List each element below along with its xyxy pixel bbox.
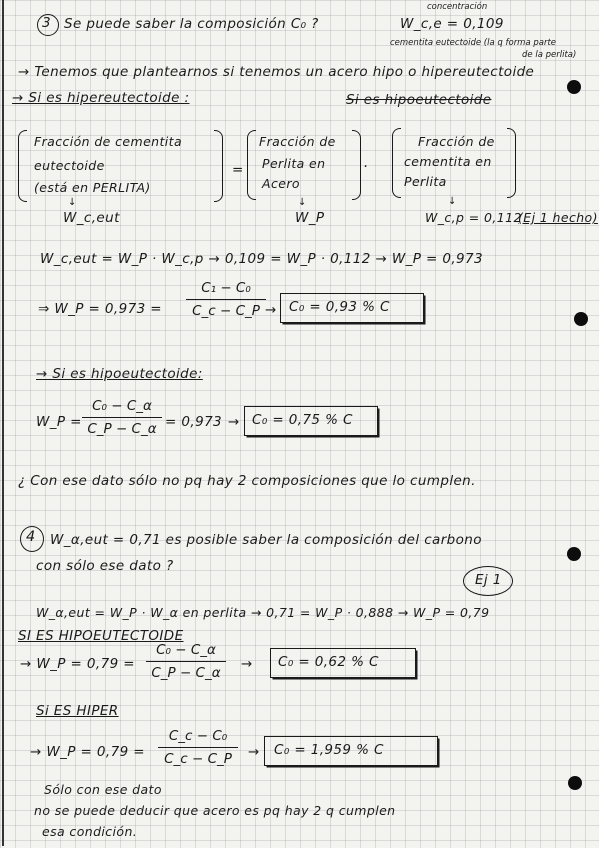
q4-hiper-result: C₀ = 1,959 % C	[274, 742, 384, 758]
arrow-right-icon: →	[265, 302, 277, 318]
paren-left-close	[214, 130, 223, 202]
label-wcp: W_c,p = 0,112	[425, 210, 522, 225]
paren-right-close	[507, 128, 516, 198]
q4-hipo-heading: SI ES HIPOEUTECTOIDE	[18, 628, 184, 644]
q3-note-line2: de la perlita)	[522, 50, 577, 60]
calc-hiper-prefix: ⇒ W_P = 0,973 =	[38, 301, 162, 317]
label-wp: W_P	[295, 210, 325, 226]
intro-line: → Tenemos que plantearnos si tenemos un acero hipo o hipereutectoide	[18, 64, 535, 80]
arrow-down-icon: ↓	[68, 197, 77, 208]
q4-line1: W_α,eut = 0,71 es posible saber la composición del carbono	[50, 532, 482, 548]
frac-perlita-line2: Perlita en	[262, 156, 326, 171]
result-hipo: C₀ = 0,75 % C	[252, 412, 353, 428]
paren-mid-open	[247, 130, 256, 200]
hipo-mid-value: = 0,973	[165, 414, 223, 430]
frac-cementita-line3: (está en PERLITA)	[34, 180, 151, 195]
hipo-denominator: C_P − C_α	[87, 421, 157, 437]
binder-hole	[568, 776, 582, 790]
binder-hole	[574, 312, 588, 326]
q4-line2: con sólo ese dato ?	[36, 558, 174, 574]
fraction-bar	[158, 747, 238, 748]
calc-hiper-denominator: C_c − C_P	[192, 303, 260, 319]
frac-perlita-line3: Acero	[262, 176, 300, 191]
hipo-heading: → Si es hipoeutectoide:	[36, 366, 203, 382]
calc-hiper-fraction	[186, 280, 266, 319]
frac-cem-perlita-line1: Fracción de	[418, 134, 495, 149]
q3-note-line1: cementita eutectoide (la q forma parte	[390, 38, 557, 48]
arrow-right-icon: →	[241, 656, 253, 672]
hipo-numerator: C₀ − C_α	[92, 398, 152, 414]
q3-given-value: W_c,e = 0,109	[400, 16, 504, 32]
hiper-heading: → Si es hipereutectoide :	[12, 90, 190, 106]
binder-hole	[567, 547, 581, 561]
q4-hipo-denominator: C_P − C_α	[151, 665, 221, 681]
q4-hipo-result: C₀ = 0,62 % C	[278, 654, 379, 670]
q4-number: 4	[26, 529, 36, 545]
q4-hiper-fraction	[158, 728, 238, 767]
paren-right-open	[392, 128, 401, 198]
frac-perlita-line1: Fracción de	[259, 134, 336, 149]
fraction-bar	[82, 417, 162, 418]
calc-hiper-numerator: C₁ − C₀	[201, 280, 251, 296]
hipo-fraction	[82, 398, 162, 437]
arrow-right-icon: →	[228, 414, 240, 430]
label-wc-eut: W_c,eut	[63, 210, 120, 226]
binder-hole	[567, 80, 581, 94]
frac-cem-perlita-line2: cementita en	[404, 154, 492, 169]
q3-question: Se puede saber la composición C₀ ?	[64, 16, 319, 32]
equals-sign: =	[232, 162, 244, 178]
arrow-down-icon: ↓	[298, 197, 307, 208]
calc-line-wp: W_c,eut = W_P · W_c,p → 0,109 = W_P · 0,112 → W_P = 0,973	[40, 251, 484, 267]
conclusion-q3: ¿ Con ese dato sólo no pq hay 2 composiciones que lo cumplen.	[18, 473, 476, 489]
closing-line3: esa condición.	[42, 824, 138, 839]
crossed-out-heading: Si es hipoeutectoide	[346, 92, 492, 108]
frac-cementita-line2: eutectoide	[34, 158, 105, 173]
label-concentracion: concentración	[427, 2, 488, 12]
q4-hiper-heading: Si ES HIPER	[36, 703, 119, 719]
q4-line3: W_α,eut = W_P · W_α en perlita → 0,71 = W_P · 0,888 → W_P = 0,79	[36, 605, 490, 620]
hipo-prefix: W_P =	[36, 414, 82, 430]
frac-cem-perlita-line3: Perlita	[404, 174, 447, 189]
frac-cementita-line1: Fracción de cementita	[34, 134, 183, 149]
multiply-dot: ·	[363, 159, 369, 175]
q3-number: 3	[42, 15, 51, 31]
arrow-right-icon: →	[248, 744, 260, 760]
fraction-bar	[186, 299, 266, 300]
ej1-label: Ej 1	[475, 572, 502, 588]
fraction-bar	[146, 661, 226, 662]
q4-hiper-denominator: C_c − C_P	[164, 751, 232, 767]
q4-hipo-prefix: → W_P = 0,79 =	[20, 656, 135, 672]
result-hiper: C₀ = 0,93 % C	[289, 299, 390, 315]
q4-hiper-prefix: → W_P = 0,79 =	[30, 744, 145, 760]
label-ej1-hecho: (Ej 1 hecho)	[518, 210, 598, 225]
q4-hiper-numerator: C_c − C₀	[168, 728, 228, 744]
closing-line2: no se puede deducir que acero es pq hay 2 q cumplen	[34, 803, 396, 818]
paren-mid-close	[352, 130, 361, 200]
q4-hipo-fraction	[146, 642, 226, 681]
arrow-down-icon: ↓	[448, 196, 457, 207]
q4-hipo-numerator: C₀ − C_α	[156, 642, 216, 658]
closing-line1: Sólo con ese dato	[44, 782, 162, 797]
paren-left-open	[18, 130, 27, 202]
